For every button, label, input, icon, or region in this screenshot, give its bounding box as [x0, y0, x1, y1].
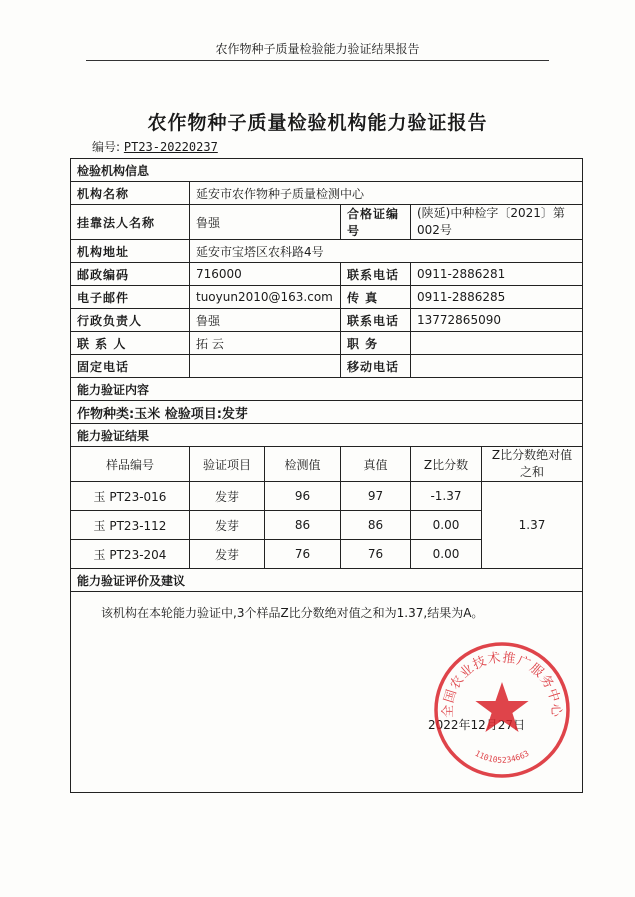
col-z: Z比分数: [411, 447, 482, 482]
doc-number-value: PT23-20220237: [123, 140, 218, 154]
seal-org-text: 全国农业技术推广服务中心: [440, 650, 564, 718]
cell-sample: 玉 PT23-016: [71, 482, 190, 511]
cell-true: 76: [341, 540, 411, 569]
label-address: 机构地址: [71, 240, 190, 263]
label-legal-entity: 挂靠法人名称: [71, 205, 190, 240]
col-item: 验证项目: [190, 447, 265, 482]
signature-date: 2022年12月27日: [428, 718, 526, 732]
col-measured: 检测值: [265, 447, 341, 482]
label-fixed-phone: 固定电话: [71, 355, 190, 378]
label-mobile: 移动电话: [341, 355, 411, 378]
col-abs-sum: Z比分数绝对值之和: [482, 447, 583, 482]
label-post: 职 务: [341, 332, 411, 355]
cell-measured: 96: [265, 482, 341, 511]
section-content: 能力验证内容: [71, 378, 583, 401]
label-contact: 联 系 人: [71, 332, 190, 355]
seal-star-icon: [475, 682, 528, 732]
cell-item: 发芽: [190, 511, 265, 540]
cell-abs-sum: 1.37: [482, 482, 583, 569]
cell-true: 86: [341, 511, 411, 540]
value-fax: 0911-2886285: [411, 286, 583, 309]
cell-measured: 86: [265, 511, 341, 540]
col-sample: 样品编号: [71, 447, 190, 482]
cell-measured: 76: [265, 540, 341, 569]
cell-z: -1.37: [411, 482, 482, 511]
cell-z: 0.00: [411, 540, 482, 569]
doc-number-label: 编号:: [92, 140, 121, 154]
value-inst-name: 延安市农作物种子质量检测中心: [190, 182, 583, 205]
value-mobile: [411, 355, 583, 378]
section-evaluation: 能力验证评价及建议: [71, 569, 583, 592]
value-cert-no: (陕延)中种检字〔2021〕第002号: [411, 205, 583, 240]
value-address: 延安市宝塔区农科路4号: [190, 240, 583, 263]
header-rule: [86, 60, 549, 61]
value-tel: 0911-2886281: [411, 263, 583, 286]
label-admin-tel: 联系电话: [341, 309, 411, 332]
col-true: 真值: [341, 447, 411, 482]
seal-code-text: 110105234663: [473, 748, 531, 765]
page-header: 农作物种子质量检验能力验证结果报告: [215, 42, 420, 56]
result-row: [71, 482, 583, 511]
report-title: 农作物种子质量检验机构能力验证报告: [147, 112, 488, 134]
cell-true: 97: [341, 482, 411, 511]
cell-item: 发芽: [190, 540, 265, 569]
label-email: 电子邮件: [71, 286, 190, 309]
label-tel: 联系电话: [341, 263, 411, 286]
label-inst-name: 机构名称: [71, 182, 190, 205]
official-seal: [432, 640, 572, 780]
content-line: 作物种类:玉米 检验项目:发芽: [71, 401, 583, 424]
value-contact: 拓 云: [190, 332, 341, 355]
value-post: [411, 332, 583, 355]
section-institution-info: 检验机构信息: [71, 159, 583, 182]
cell-sample: 玉 PT23-204: [71, 540, 190, 569]
label-cert-no: 合格证编号: [341, 205, 411, 240]
label-admin: 行政负责人: [71, 309, 190, 332]
conclusion-text: 该机构在本轮能力验证中,3个样品Z比分数绝对值之和为1.37,结果为A。: [101, 606, 484, 620]
value-email: tuoyun2010@163.com: [190, 286, 341, 309]
label-fax: 传 真: [341, 286, 411, 309]
section-results: 能力验证结果: [71, 424, 583, 447]
value-admin: 鲁强: [190, 309, 341, 332]
cell-item: 发芽: [190, 482, 265, 511]
value-zip: 716000: [190, 263, 341, 286]
value-admin-tel: 13772865090: [411, 309, 583, 332]
cell-z: 0.00: [411, 511, 482, 540]
label-zip: 邮政编码: [71, 263, 190, 286]
value-fixed-phone: [190, 355, 341, 378]
doc-number: [92, 138, 218, 155]
cell-sample: 玉 PT23-112: [71, 511, 190, 540]
value-legal-entity: 鲁强: [190, 205, 341, 240]
svg-text:110105234663: [473, 749, 530, 765]
